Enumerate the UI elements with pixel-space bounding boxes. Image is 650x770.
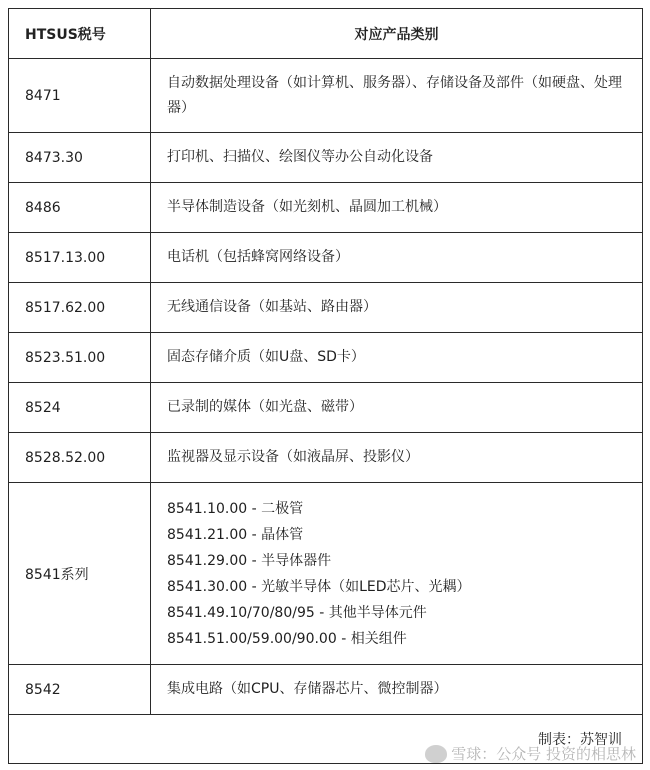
series-item: 8541.29.00 - 半导体器件: [167, 552, 332, 569]
row-code: 8517.13.00: [9, 233, 151, 283]
row-code: 8517.62.00: [9, 283, 151, 333]
table-header-row: [9, 9, 643, 59]
series-item-list: [151, 483, 643, 665]
table-row: [9, 59, 643, 133]
watermark: [425, 743, 636, 764]
row-code: 8523.51.00: [9, 333, 151, 383]
row-code: 8524: [9, 383, 151, 433]
series-item: 8541.30.00 - 光敏半导体（如LED芯片、光耦）: [167, 578, 471, 595]
header-htsus-code: HTSUS税号: [9, 9, 151, 59]
series-item: 8541.49.10/70/80/95 - 其他半导体元件: [167, 604, 427, 621]
row-code: 8471: [9, 59, 151, 133]
row-code: 8542: [9, 665, 151, 715]
series-item: 8541.51.00/59.00/90.00 - 相关组件: [167, 630, 407, 647]
row-code: 8486: [9, 183, 151, 233]
table-row: [9, 183, 643, 233]
series-item: 8541.21.00 - 晶体管: [167, 526, 304, 543]
row-category: 打印机、扫描仪、绘图仪等办公自动化设备: [151, 133, 643, 183]
row-category: 无线通信设备（如基站、路由器）: [151, 283, 643, 333]
table-credit: 制表：苏智训: [538, 732, 622, 748]
row-category: 固态存储介质（如U盘、SD卡）: [151, 333, 643, 383]
table-row: [9, 283, 643, 333]
table-row: [9, 665, 643, 715]
row-code: 8473.30: [9, 133, 151, 183]
row-category: 监视器及显示设备（如液晶屏、投影仪）: [151, 433, 643, 483]
table-row: [9, 233, 643, 283]
table-row: [9, 433, 643, 483]
row-code: 8541系列: [9, 483, 151, 665]
series-item: 8541.10.00 - 二极管: [167, 500, 304, 517]
table-row: [9, 383, 643, 433]
watermark-text: 雪球：公众号 投资的相思林: [451, 745, 636, 763]
row-code: 8528.52.00: [9, 433, 151, 483]
table-row-series: [9, 483, 643, 665]
row-category: 自动数据处理设备（如计算机、服务器）、存储设备及部件（如硬盘、处理器）: [151, 59, 643, 133]
row-category: 电话机（包括蜂窝网络设备）: [151, 233, 643, 283]
htsus-table: [8, 8, 643, 764]
row-category: 半导体制造设备（如光刻机、晶圆加工机械）: [151, 183, 643, 233]
header-product-category: 对应产品类别: [151, 9, 643, 59]
snowball-logo-icon: [425, 745, 447, 763]
table-row: [9, 133, 643, 183]
table-row: [9, 333, 643, 383]
row-category: 集成电路（如CPU、存储器芯片、微控制器）: [151, 665, 643, 715]
row-category: 已录制的媒体（如光盘、磁带）: [151, 383, 643, 433]
